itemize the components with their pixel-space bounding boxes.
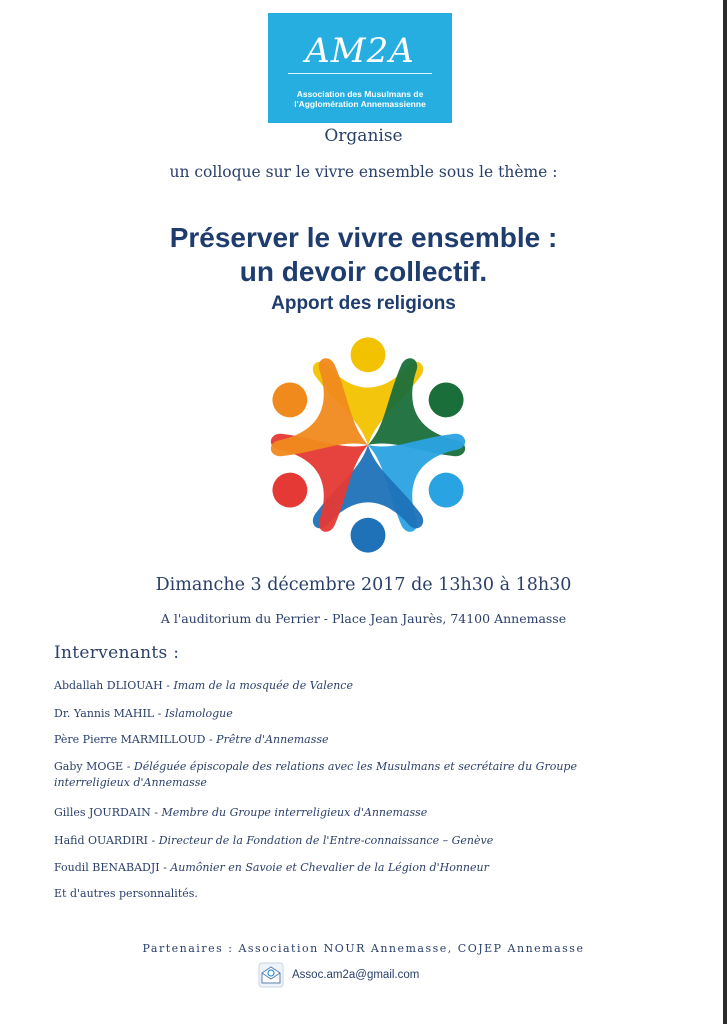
speaker-name: Père Pierre MARMILLOUD: [54, 733, 206, 746]
intro-text: un colloque sur le vivre ensemble sous le thème :: [169, 163, 558, 181]
speaker-name: Hafid OUARDIRI: [54, 834, 148, 847]
logo-subtitle-line2: l'Agglomération Annemassienne: [294, 99, 426, 109]
theme-title-line1: Préserver le vivre ensemble :: [169, 222, 558, 253]
speaker-role: Directeur de la Fondation de l'Entre-connaissance – Genève: [158, 834, 494, 847]
logo-subtitle: [268, 89, 452, 109]
speaker-role: Déléguée épiscopale des relations avec les Musulmans et secrétaire du Groupe interreligieux d'Annemasse: [54, 760, 577, 789]
speaker-role: Aumônier en Savoie et Chevalier de la Légion d'Honneur: [170, 861, 489, 874]
speaker-role: Prêtre d'Annemasse: [216, 733, 329, 746]
logo-underline: [288, 73, 432, 74]
speaker-name: Gaby MOGE: [54, 760, 124, 773]
unity-people-circle-icon: [245, 322, 491, 568]
theme-title-line2: un devoir collectif.: [239, 256, 488, 287]
logo-subtitle-line1: Association des Musulmans de: [296, 89, 424, 99]
speaker-item: [54, 805, 614, 821]
speaker-role: Membre du Groupe interreligieux d'Annemasse: [161, 806, 428, 819]
right-edge-border: [723, 0, 727, 1024]
speaker-separator: -: [162, 679, 174, 692]
speaker-separator: -: [205, 733, 217, 746]
am2a-logo: [268, 13, 452, 123]
speaker-separator: -: [159, 861, 171, 874]
event-venue: A l'auditorium du Perrier - Place Jean Jaurès, 74100 Annemasse: [160, 611, 567, 626]
speaker-item: [54, 860, 614, 876]
speaker-separator: -: [123, 760, 134, 773]
speaker-role: Imam de la mosquée de Valence: [173, 679, 353, 692]
speakers-heading: Intervenants :: [54, 643, 180, 663]
speaker-item: [54, 732, 614, 748]
speaker-separator: -: [148, 834, 159, 847]
speaker-separator: -: [150, 806, 162, 819]
organise-text: Organise: [324, 126, 403, 146]
speaker-role: Islamologue: [164, 707, 233, 720]
event-date: Dimanche 3 décembre 2017 de 13h30 à 18h30: [155, 575, 572, 595]
email-icon: [258, 962, 284, 988]
logo-wordmark: AM2A: [305, 31, 415, 71]
speaker-name: Foudil BENABADJI: [54, 861, 160, 874]
partners-text: Partenaires : Association NOUR Annemasse, COJEP Annemasse: [142, 942, 585, 955]
theme-subtitle: Apport des religions: [271, 293, 456, 314]
speaker-item: [54, 833, 614, 849]
other-personalities: Et d'autres personnalités.: [54, 887, 198, 900]
speaker-item: [54, 706, 614, 722]
speaker-item: [54, 678, 614, 694]
speaker-name: Abdallah DLIOUAH: [54, 679, 163, 692]
speaker-item: [54, 759, 614, 791]
speaker-name: Dr. Yannis MAHIL: [54, 707, 155, 720]
email-link[interactable]: Assoc.am2a@gmail.com: [292, 969, 420, 981]
speaker-separator: -: [154, 707, 165, 720]
speaker-name: Gilles JOURDAIN: [54, 806, 151, 819]
